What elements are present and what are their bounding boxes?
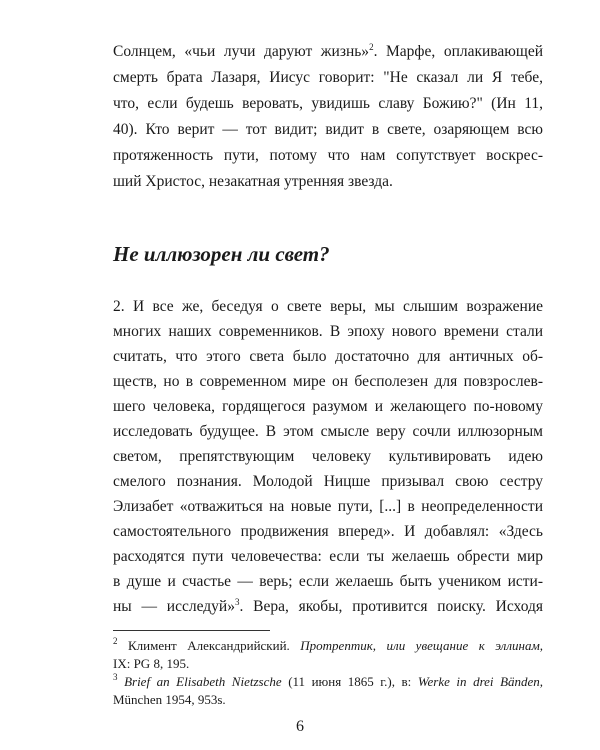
text-line: что, если будешь веровать, увидишь славу Божию?" (Ин 11, bbox=[113, 95, 543, 112]
footnote-3-cont: München 1954, 953s. bbox=[113, 692, 226, 707]
page-number: 6 bbox=[296, 718, 304, 735]
text-line: 40). Кто верит — тот видит; видит в свете, озаряющем всю bbox=[113, 121, 543, 138]
text-line: светом, препятствующим человеку культивировать идею bbox=[113, 448, 543, 465]
text-line: самостоятельного продвижения вперед». И добавлял: «Здесь bbox=[113, 523, 543, 540]
text-line: 2. И все же, беседуя о свете веры, мы слышим возражение bbox=[113, 298, 543, 315]
text-line: Солнцем, «чьи лучи даруют жизнь»$^2$. Марфе, оплакивающей bbox=[113, 42, 543, 60]
footnote-3: $^3$ Brief an Elisabeth Nietzsche (11 июня 1865 г.), в: Werke in drei Bänden, bbox=[113, 672, 544, 689]
text-line: ший Христос, незакатная утренняя звезда. bbox=[113, 173, 393, 190]
text-line: ществ, но в современном мире он бесполезен для повзрослев- bbox=[113, 373, 543, 390]
text-line: многих наших современников. В эпоху нового времени стали bbox=[113, 323, 543, 340]
text-line: Элизабет «отважиться на новые пути, [...] в неопределенности bbox=[113, 498, 543, 515]
text-line: расходятся пути человечества: если ты желаешь обрести мир bbox=[113, 548, 543, 565]
footnote-2: $^2$ Климент Александрийский. Протрептик, или увещание к эллинам, bbox=[113, 636, 544, 653]
text-line: считать, что этого света было достаточно для античных об- bbox=[113, 348, 543, 365]
text-line: смерть брата Лазаря, Иисус говорит: "Не сказал ли Я тебе, bbox=[113, 69, 543, 86]
text-line: шего человека, гордящегося разумом и желающего по-новому bbox=[113, 398, 543, 415]
footnote-ref-3[interactable]: 3 bbox=[234, 597, 240, 607]
text-line: протяженность пути, потому что нам сопутствует воскрес- bbox=[113, 147, 543, 164]
footnote-2-cont: IX: PG 8, 195. bbox=[113, 656, 190, 671]
footnote-divider bbox=[113, 630, 270, 631]
section-heading: Не иллюзорен ли свет? bbox=[113, 242, 330, 266]
text-line: в душе и счастье — верь; если желаешь быть учеником исти- bbox=[113, 573, 543, 590]
text-line: исследовать будущее. В этом смысле веру сочли иллюзорным bbox=[113, 423, 543, 440]
text-line: смелого познания. Молодой Ницше призывал свою сестру bbox=[113, 473, 543, 490]
footnote-ref-2[interactable]: 2 bbox=[369, 42, 374, 52]
text-line: ны — исследуй»$^3$. Вера, якобы, противится поиску. Исходя bbox=[113, 597, 544, 615]
